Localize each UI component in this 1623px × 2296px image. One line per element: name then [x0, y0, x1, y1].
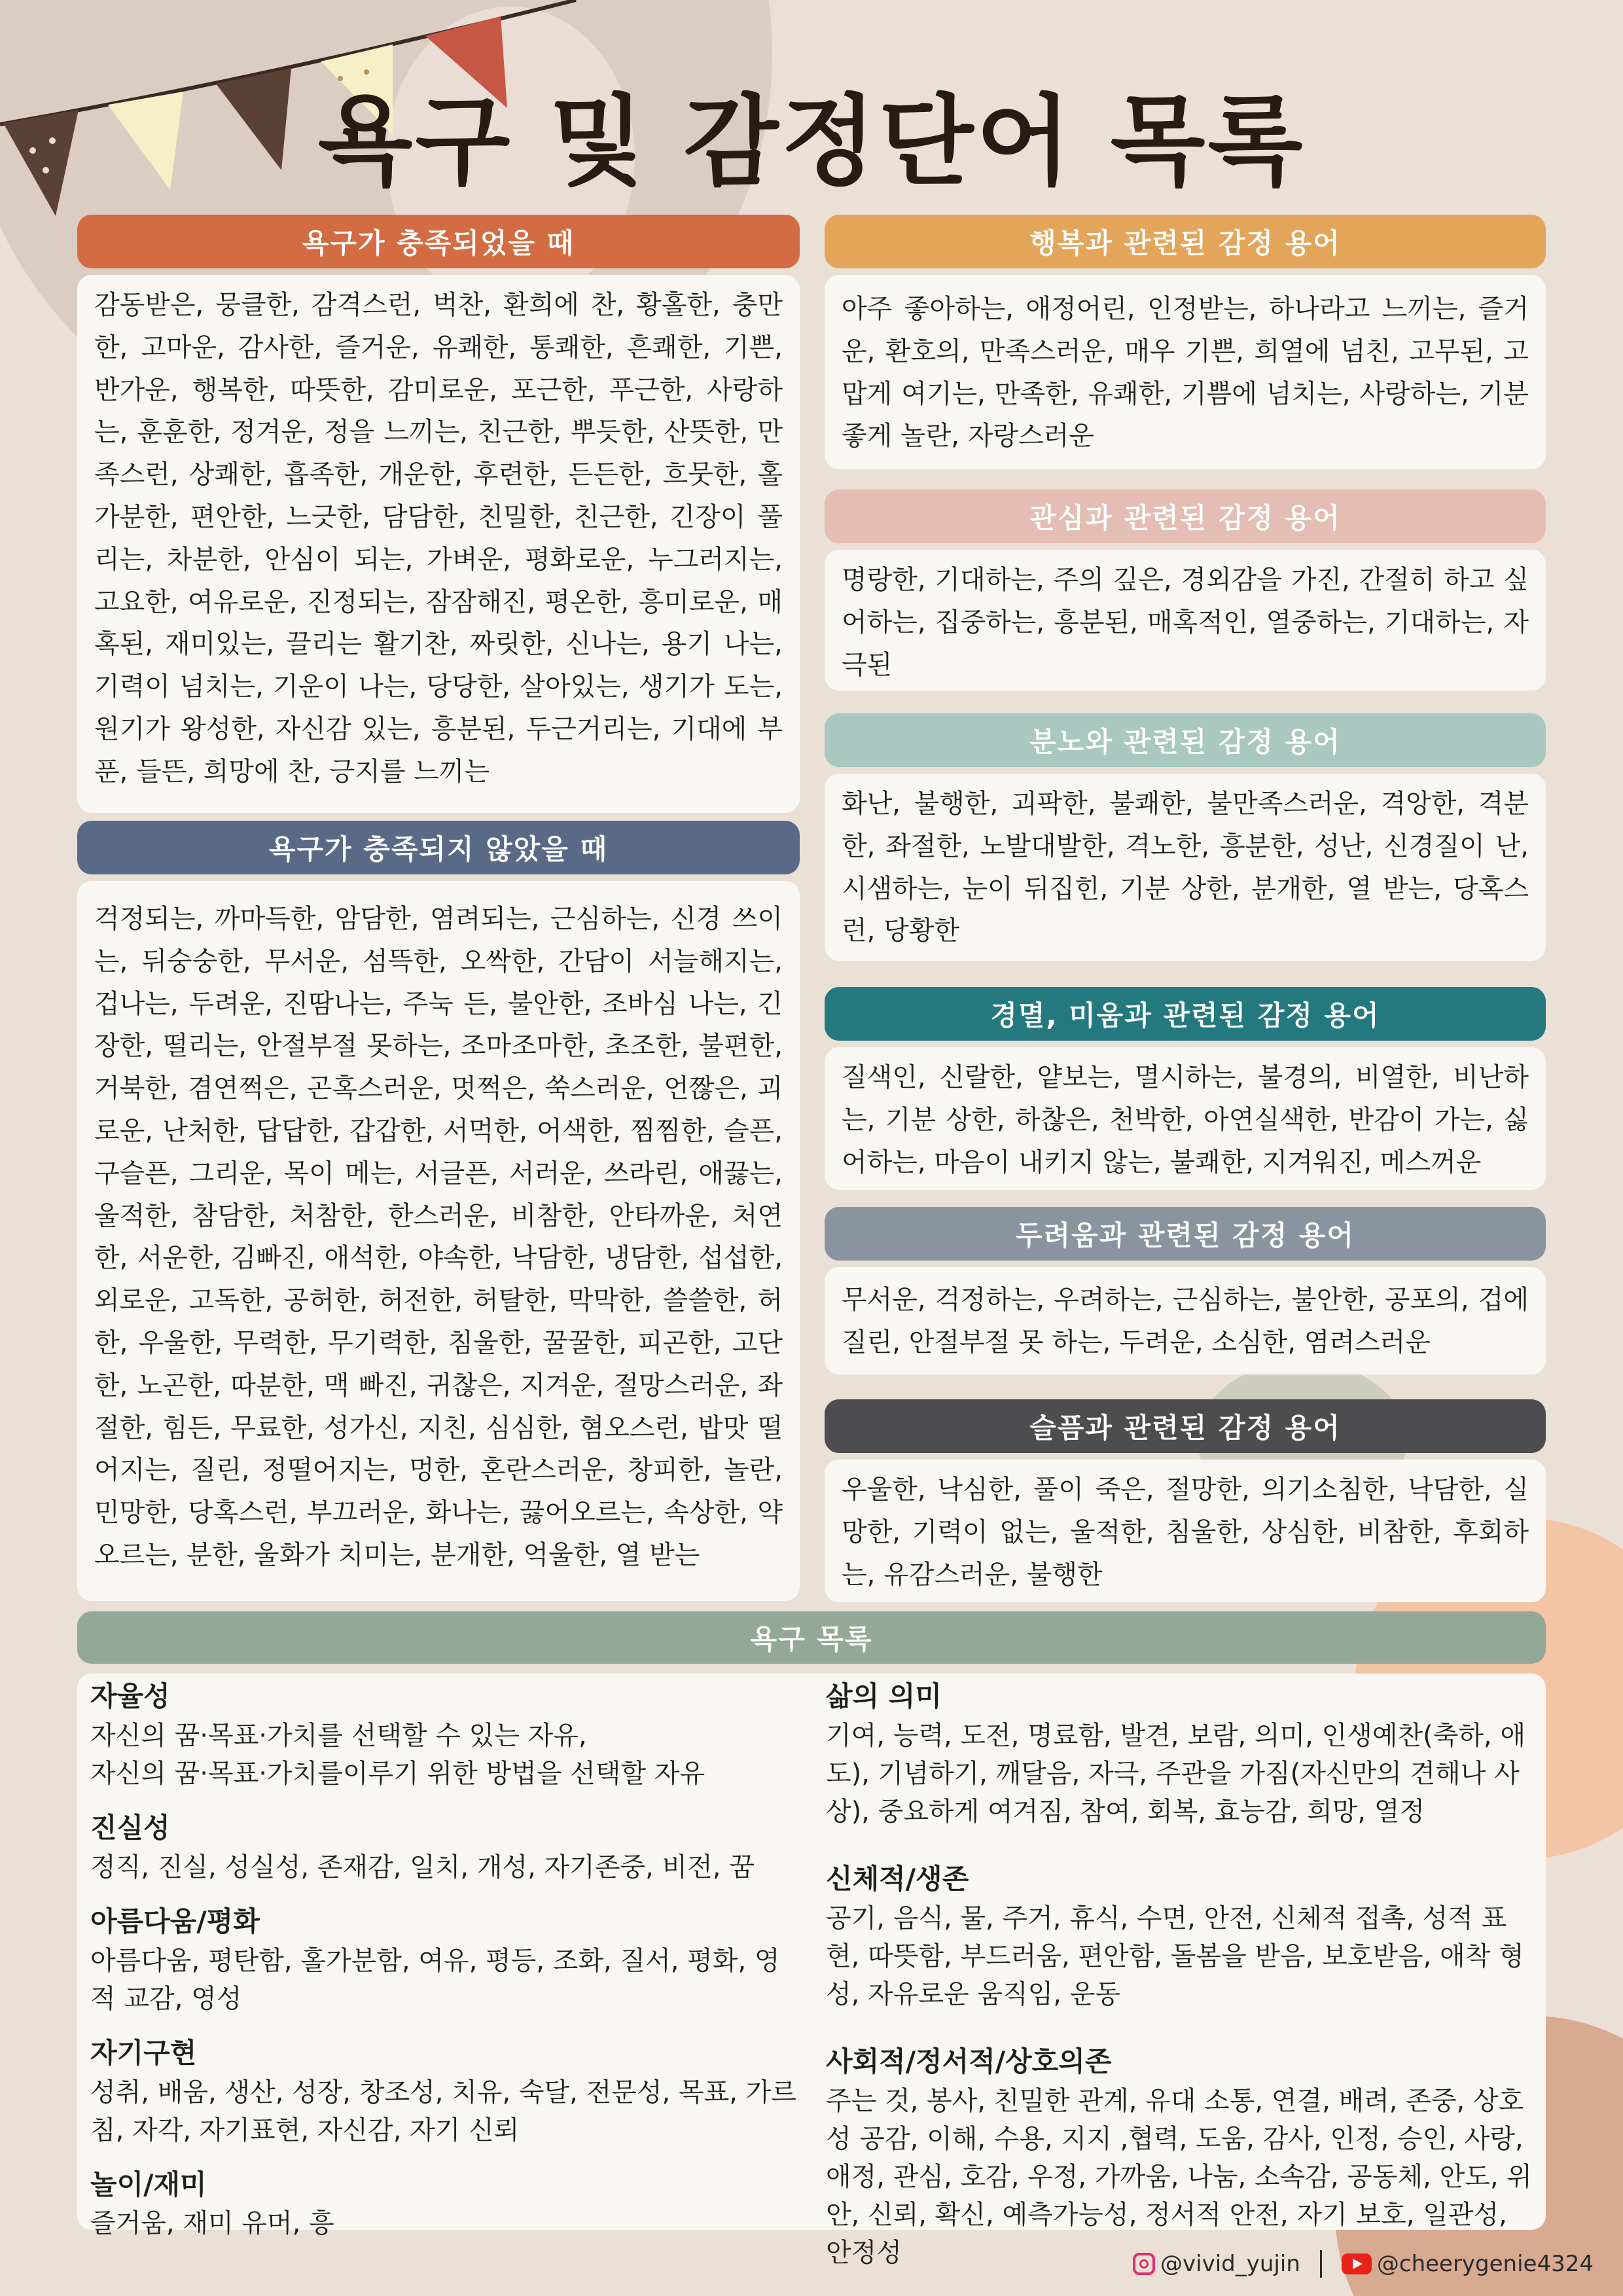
section-interest [825, 490, 1546, 691]
needs-category [90, 1808, 797, 1886]
needs-category [826, 1677, 1533, 1831]
needs-category-title: 놀이/재미 [90, 2168, 207, 2200]
needs-category-line: 주는 것, 봉사, 친밀한 관계, 유대 소통, 연결, 배려, 존중, 상호성 공감, 이해, 수용, 지지 ,협력, 도움, 감사, 인정, 승인, 사랑, 애정, 관심, 호감, 우정, 가까움, 나눔, 소속감, 공동체, 안도, 위안, 신뢰, 확신, 예측가능성, 정서적 안전, 자기 보호, 일관성, 안정성 [826, 2085, 1532, 2268]
section-sad-text: 우울한, 낙심한, 풀이 죽은, 절망한, 의기소침한, 낙담한, 실망한, 기력이 없는, 울적한, 침울한, 상심한, 비참한, 후회하는, 유감스러운, 불행한 [825, 1460, 1546, 1602]
needs-category-line: 자신의 꿈·목표·가치를 선택할 수 있는 자유, [90, 1720, 587, 1751]
divider [1320, 2250, 1322, 2278]
needs-category-title: 사회적/정서적/상호의존 [826, 2045, 1112, 2077]
needs-left-column [90, 1677, 797, 2258]
section-satisfied [77, 215, 800, 813]
page-title: 욕구 및 감정단어 목록 [317, 85, 1306, 199]
youtube-icon [1342, 2253, 1372, 2274]
youtube-handle-text: @cheerygenie4324 [1376, 2251, 1594, 2277]
section-anger-header: 분노와 관련된 감정 용어 [825, 713, 1546, 767]
section-happy-text: 아주 좋아하는, 애정어린, 인정받는, 하나라고 느끼는, 즐거운, 환호의, 만족스러운, 매우 기쁜, 희열에 넘친, 고무된, 고맙게 여기는, 만족한, 유쾌한, 기쁨에 넘치는, 사랑하는, 기분 좋게 놀란, 자랑스러운 [825, 275, 1546, 469]
needs-category-title: 자기구현 [90, 2036, 197, 2069]
section-interest-header: 관심과 관련된 감정 용어 [825, 490, 1546, 543]
instagram-handle-text: @vivid_yujin [1160, 2251, 1300, 2277]
needs-category-title: 자율성 [90, 1680, 170, 1712]
section-satisfied-text: 감동받은, 뭉클한, 감격스런, 벅찬, 환희에 찬, 황홀한, 충만한, 고마운, 감사한, 즐거운, 유쾌한, 통쾌한, 흔쾌한, 기쁜, 반가운, 행복한, 따뜻한, 감미로운, 포근한, 푸근한, 사랑하는, 훈훈한, 정겨운, 정을 느끼는, 친근한, 뿌듯한, 산뜻한, 만족스런, 상쾌한, 흡족한, 개운한, 후련한, 든든한, 흐뭇한, 홀가분한, 편안한, 느긋한, 담담한, 친밀한, 친근한, 긴장이 풀리는, 차분한, 안심이 되는, 가벼운, 평화로운, 누그러지는, 고요한, 여유로운, 진정되는, 잠잠해진, 평온한, 흥미로운, 매혹된, 재미있는, 끌리는 활기찬, 짜릿한, 신나는, 용기 나는, 기력이 넘치는, 기운이 나는, 당당한, 살아있는, 생기가 도는, 원기가 왕성한, 자신감 있는, 흥분된, 두근거리는, 기대에 부푼, 들뜬, 희망에 찬, 긍지를 느끼는 [77, 275, 800, 813]
needs-category-title: 아름다움/평화 [90, 1905, 260, 1937]
section-fear [825, 1207, 1546, 1374]
section-unsatisfied-text: 걱정되는, 까마득한, 암담한, 염려되는, 근심하는, 신경 쓰이는, 뒤숭숭한, 무서운, 섬뜩한, 오싹한, 간담이 서늘해지는, 겁나는, 두려운, 진땀나는, 주눅 든, 불안한, 조바심 나는, 긴장한, 떨리는, 안절부절 못하는, 조마조마한, 초조한, 불편한, 거북한, 겸연쩍은, 곤혹스러운, 멋쩍은, 쑥스러운, 언짢은, 괴로운, 난처한, 답답한, 갑갑한, 서먹한, 어색한, 찜찜한, 슬픈, 구슬픈, 그리운, 목이 메는, 서글픈, 서러운, 쓰라린, 애끓는, 울적한, 참담한, 처참한, 한스러운, 비참한, 안타까운, 처연한, 서운한, 김빠진, 애석한, 야속한, 낙담한, 냉담한, 섭섭한, 외로운, 고독한, 공허한, 허전한, 허탈한, 막막한, 쓸쓸한, 허한, 우울한, 무력한, 무기력한, 침울한, 꿀꿀한, 피곤한, 고단한, 노곤한, 따분한, 맥 빠진, 귀찮은, 지겨운, 절망스러운, 좌절한, 힘든, 무료한, 성가신, 지친, 심심한, 혐오스런, 밥맛 떨어지는, 질린, 정떨어지는, 멍한, 혼란스러운, 창피한, 놀란, 민망한, 당혹스런, 부끄러운, 화나는, 끓어오르는, 속상한, 약 오르는, 분한, 울화가 치미는, 분개한, 억울한, 열 받는 [77, 881, 800, 1601]
section-anger-text: 화난, 불행한, 괴팍한, 불쾌한, 불만족스러운, 격앙한, 격분한, 좌절한, 노발대발한, 격노한, 흥분한, 성난, 신경질이 난, 시샘하는, 눈이 뒤집힌, 기분 상한, 분개한, 열 받는, 당혹스런, 당황한 [825, 774, 1546, 961]
section-fear-header: 두려움과 관련된 감정 용어 [825, 1207, 1546, 1261]
section-contempt-header: 경멸, 미움과 관련된 감정 용어 [825, 987, 1546, 1041]
needs-category [90, 2165, 797, 2243]
section-unsatisfied-header: 욕구가 충족되지 않았을 때 [77, 821, 800, 874]
needs-category [826, 2042, 1533, 2272]
needs-category-title: 삶의 의미 [826, 1680, 942, 1712]
youtube-handle[interactable] [1342, 2251, 1594, 2277]
section-contempt-text: 질색인, 신랄한, 얕보는, 멸시하는, 불경의, 비열한, 비난하는, 기분 상한, 하찮은, 천박한, 아연실색한, 반감이 가는, 싫어하는, 마음이 내키지 않는, 불쾌한, 지겨워진, 메스꺼운 [825, 1047, 1546, 1190]
section-interest-text: 명랑한, 기대하는, 주의 깊은, 경외감을 가진, 간절히 하고 싶어하는, 집중하는, 흥분된, 매혹적인, 열중하는, 기대하는, 자극된 [825, 550, 1546, 691]
instagram-icon [1133, 2253, 1155, 2275]
needs-category-line: 공기, 음식, 물, 주거, 휴식, 수면, 안전, 신체적 접촉, 성적 표현, 따뜻함, 부드러움, 편안함, 돌봄을 받음, 보호받음, 애착 형성, 자유로운 움직임, 운동 [826, 1903, 1524, 2009]
needs-category-line: 아름다움, 평탄함, 홀가분함, 여유, 평등, 조화, 질서, 평화, 영적 교감, 영성 [90, 1945, 780, 2014]
needs-category-line: 자신의 꿈·목표·가치를이루기 위한 방법을 선택할 자유 [90, 1758, 705, 1789]
section-happy [825, 215, 1546, 469]
needs-category-title: 신체적/생존 [826, 1862, 969, 1895]
needs-category-title: 진실성 [90, 1811, 170, 1844]
needs-category-line: 즐거움, 재미 유머, 흥 [90, 2208, 334, 2239]
needs-category [90, 1902, 797, 2018]
needs-category [826, 1859, 1533, 2013]
section-sad [825, 1399, 1546, 1602]
section-fear-text: 무서운, 걱정하는, 우려하는, 근심하는, 불안한, 공포의, 겁에 질린, 안절부절 못 하는, 두려운, 소심한, 염려스러운 [825, 1267, 1546, 1374]
needs-category [90, 2034, 797, 2149]
needs-category-line: 기여, 능력, 도전, 명료함, 발견, 보람, 의미, 인생예찬(축하, 애도), 기념하기, 깨달음, 자극, 주관을 가짐(자신만의 견해나 사상), 중요하게 여겨짐, 참여, 회복, 효능감, 희망, 열정 [826, 1720, 1526, 1827]
section-happy-header: 행복과 관련된 감정 용어 [825, 215, 1546, 268]
section-anger [825, 713, 1546, 961]
needs-category-line: 정직, 진실, 성실성, 존재감, 일치, 개성, 자기존중, 비전, 꿈 [90, 1852, 755, 1882]
needs-header: 욕구 목록 [77, 1611, 1546, 1664]
needs-right-column [826, 1677, 1533, 2287]
footer [1133, 2250, 1594, 2278]
section-unsatisfied [77, 821, 800, 1601]
instagram-handle[interactable] [1133, 2251, 1300, 2277]
section-satisfied-header: 욕구가 충족되었을 때 [77, 215, 800, 268]
section-contempt [825, 987, 1546, 1190]
section-sad-header: 슬픔과 관련된 감정 용어 [825, 1399, 1546, 1453]
needs-category-line: 성취, 배움, 생산, 성장, 창조성, 치유, 숙달, 전문성, 목표, 가르침, 자각, 자기표현, 자신감, 자기 신뢰 [90, 2077, 796, 2145]
needs-category [90, 1677, 797, 1793]
